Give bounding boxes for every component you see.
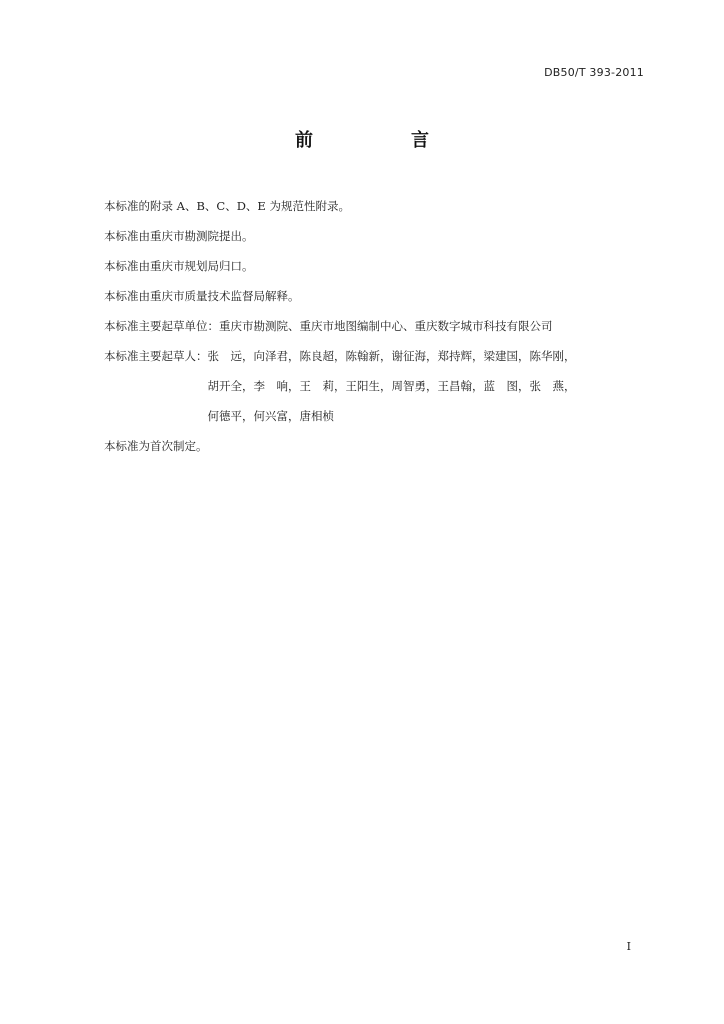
paragraph-appendix: 本标准的附录 A、B、C、D、E 为规范性附录。: [104, 199, 350, 213]
drafters-line: 张 远，向泽君，陈良超，陈翰新，谢征海，郑持辉，梁建国，陈华刚，: [207, 349, 576, 363]
page-title: 前 言: [295, 130, 469, 151]
paragraph-interpreted-by: 本标准由重庆市质量技术监督局解释。: [104, 289, 300, 303]
drafters-line: 何德平，何兴富，唐相桢: [207, 409, 334, 423]
page-number: I: [626, 940, 631, 953]
paragraph-managed-by: 本标准由重庆市规划局归口。: [104, 259, 254, 273]
drafters-names: [208, 341, 576, 431]
drafters-label: 本标准主要起草人：: [104, 349, 208, 363]
paragraph-drafting-units: 本标准主要起草单位：重庆市勘测院、重庆市地图编制中心、重庆数字城市科技有限公司: [104, 319, 553, 333]
drafters-block: [104, 341, 644, 431]
paragraph-first-edition: 本标准为首次制定。: [104, 439, 208, 453]
document-code: DB50/T 393-2011: [544, 66, 644, 79]
paragraph-proposed-by: 本标准由重庆市勘测院提出。: [104, 229, 254, 243]
drafters-line: 胡开全，李 响，王 莉，王阳生，周智勇，王昌翰，蓝 图，张 燕，: [207, 379, 576, 393]
foreword-content: [104, 191, 644, 461]
